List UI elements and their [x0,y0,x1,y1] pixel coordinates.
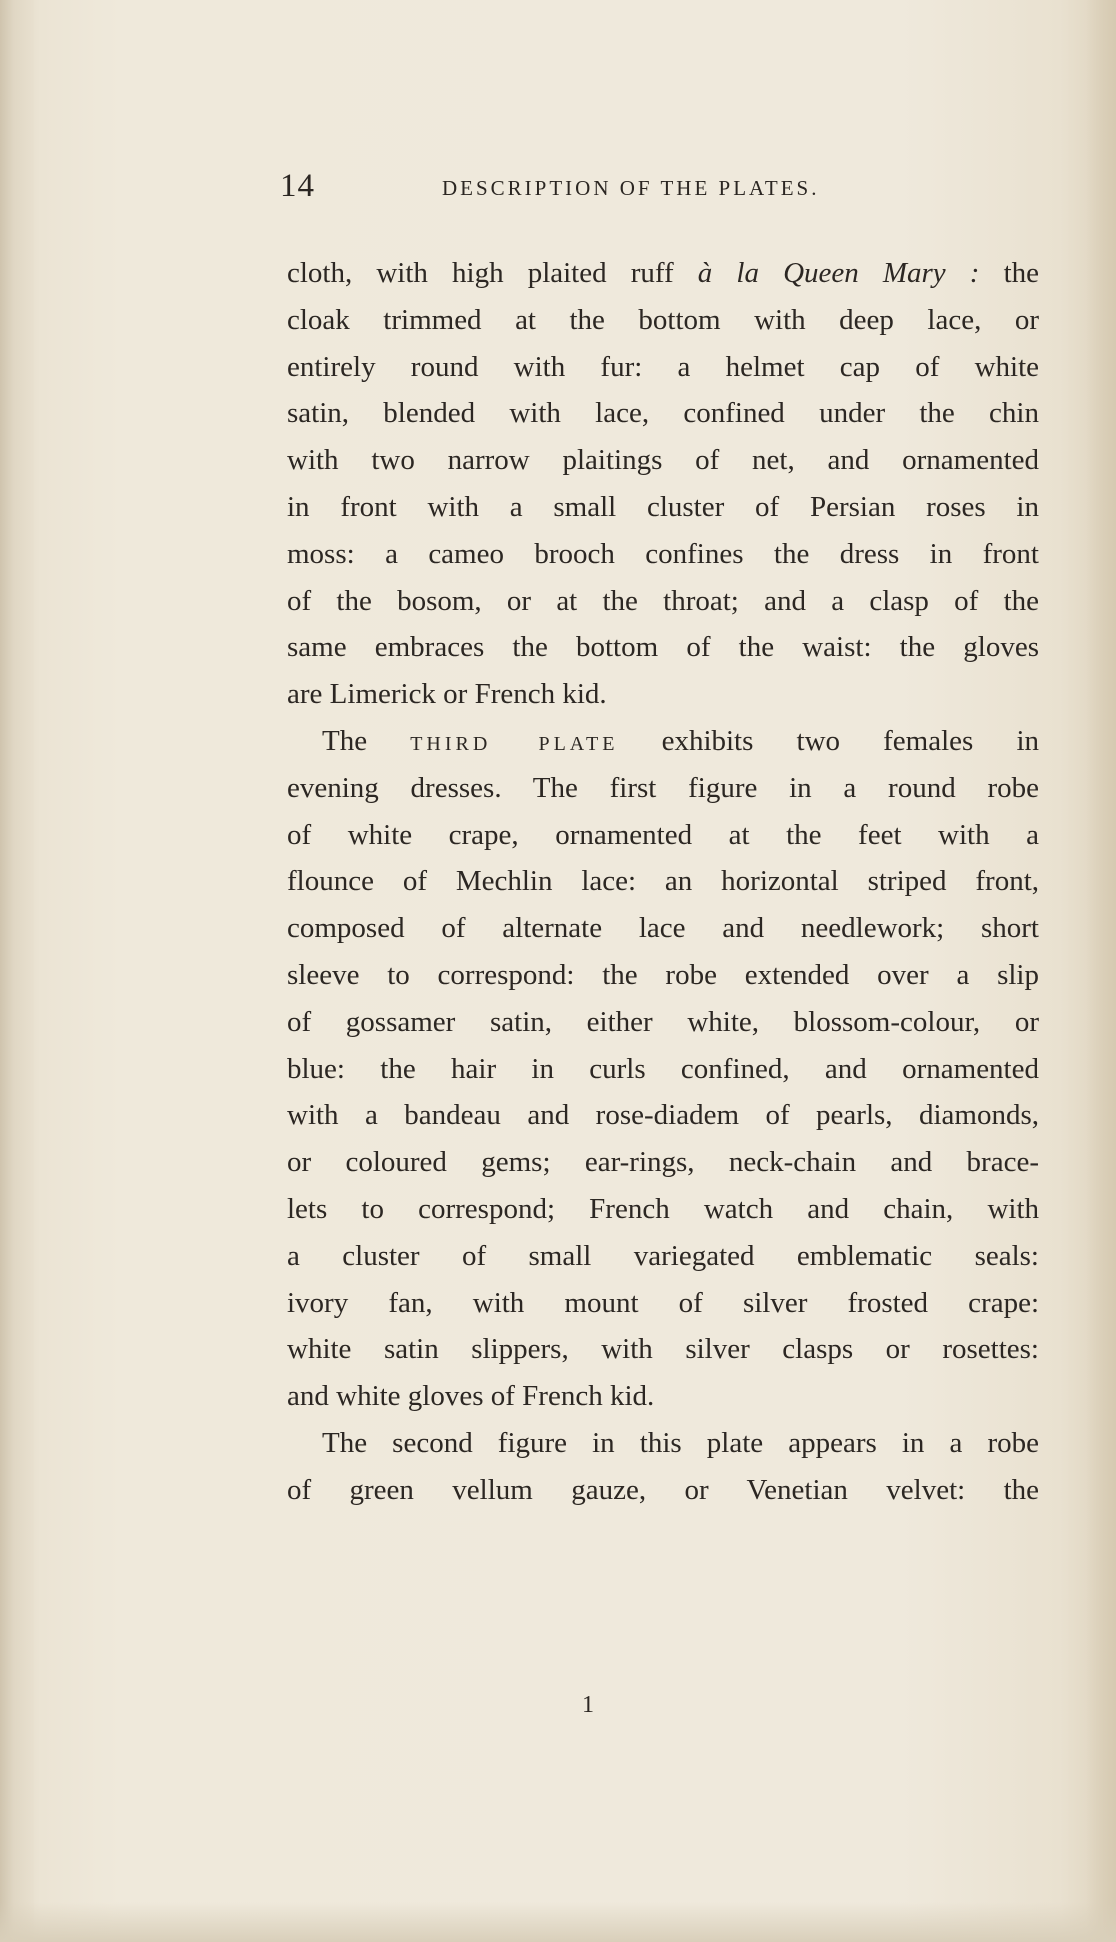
text-line: moss: a cameo brooch confines the dress in front [287,537,1039,570]
text-line: lets to correspond; French watch and chain, with [287,1192,1039,1225]
body-text [287,250,1039,1514]
text-line: composed of alternate lace and needlework; short [287,912,1039,945]
text-line: white satin slippers, with silver clasps or rosettes: [287,1333,1039,1366]
text-line: of the bosom, or at the throat; and a clasp of the [287,584,1039,617]
signature-mark: 1 [582,1692,594,1718]
page-header [280,168,880,218]
text-line-italic: à la Queen Mary : [697,257,980,289]
text-line: same embraces the bottom of the waist: the gloves [287,631,1039,664]
text-line: entirely round with fur: a helmet cap of white [287,350,1039,383]
text-line-smallcaps: third plate [410,724,619,757]
text-line-paragraph-end: are Limerick or French kid. [287,678,607,711]
text-line: of white crape, ornamented at the feet with a [287,818,1039,851]
page-number: 14 [280,168,315,204]
text-line-post: the [979,257,1039,289]
text-line: of gossamer satin, either white, blossom-colour, or [287,1005,1039,1038]
text-line-paragraph-start [287,718,1039,765]
text-line: with two narrow plaitings of net, and ornamented [287,444,1039,477]
text-line: or coloured gems; ear-rings, neck-chain and brace- [287,1146,1039,1179]
text-line: evening dresses. The first figure in a round robe [287,771,1039,804]
text-line: a cluster of small variegated emblematic seals: [287,1239,1039,1272]
text-line-pre: cloth, with high plaited ruff [287,257,698,289]
text-line: cloak trimmed at the bottom with deep lace, or [287,303,1039,336]
text-line: in front with a small cluster of Persian roses in [287,490,1039,523]
text-line-paragraph-start: The second figure in this plate appears in a robe [322,1426,1039,1459]
text-line: ivory fan, with mount of silver frosted crape: [287,1286,1039,1319]
text-line: with a bandeau and rose-diadem of pearls, diamonds, [287,1099,1039,1132]
text-line-pre: The [322,724,411,757]
page-left-edge [0,0,34,1942]
text-line: blue: the hair in curls confined, and ornamented [287,1052,1039,1085]
page-right-edge [1086,0,1116,1942]
text-line: flounce of Mechlin lace: an horizontal striped front, [287,865,1039,898]
text-line-post: exhibits two females in [618,724,1040,757]
text-line-paragraph-end: and white gloves of French kid. [287,1380,655,1413]
text-line: satin, blended with lace, confined under the chin [287,397,1039,430]
text-line: of green vellum gauze, or Venetian velvet: the [287,1473,1039,1506]
text-line: sleeve to correspond: the robe extended over a slip [287,958,1039,991]
running-head: DESCRIPTION OF THE PLATES. [442,176,820,200]
text-line [287,250,1039,297]
page-bottom-shadow [0,1902,1116,1942]
